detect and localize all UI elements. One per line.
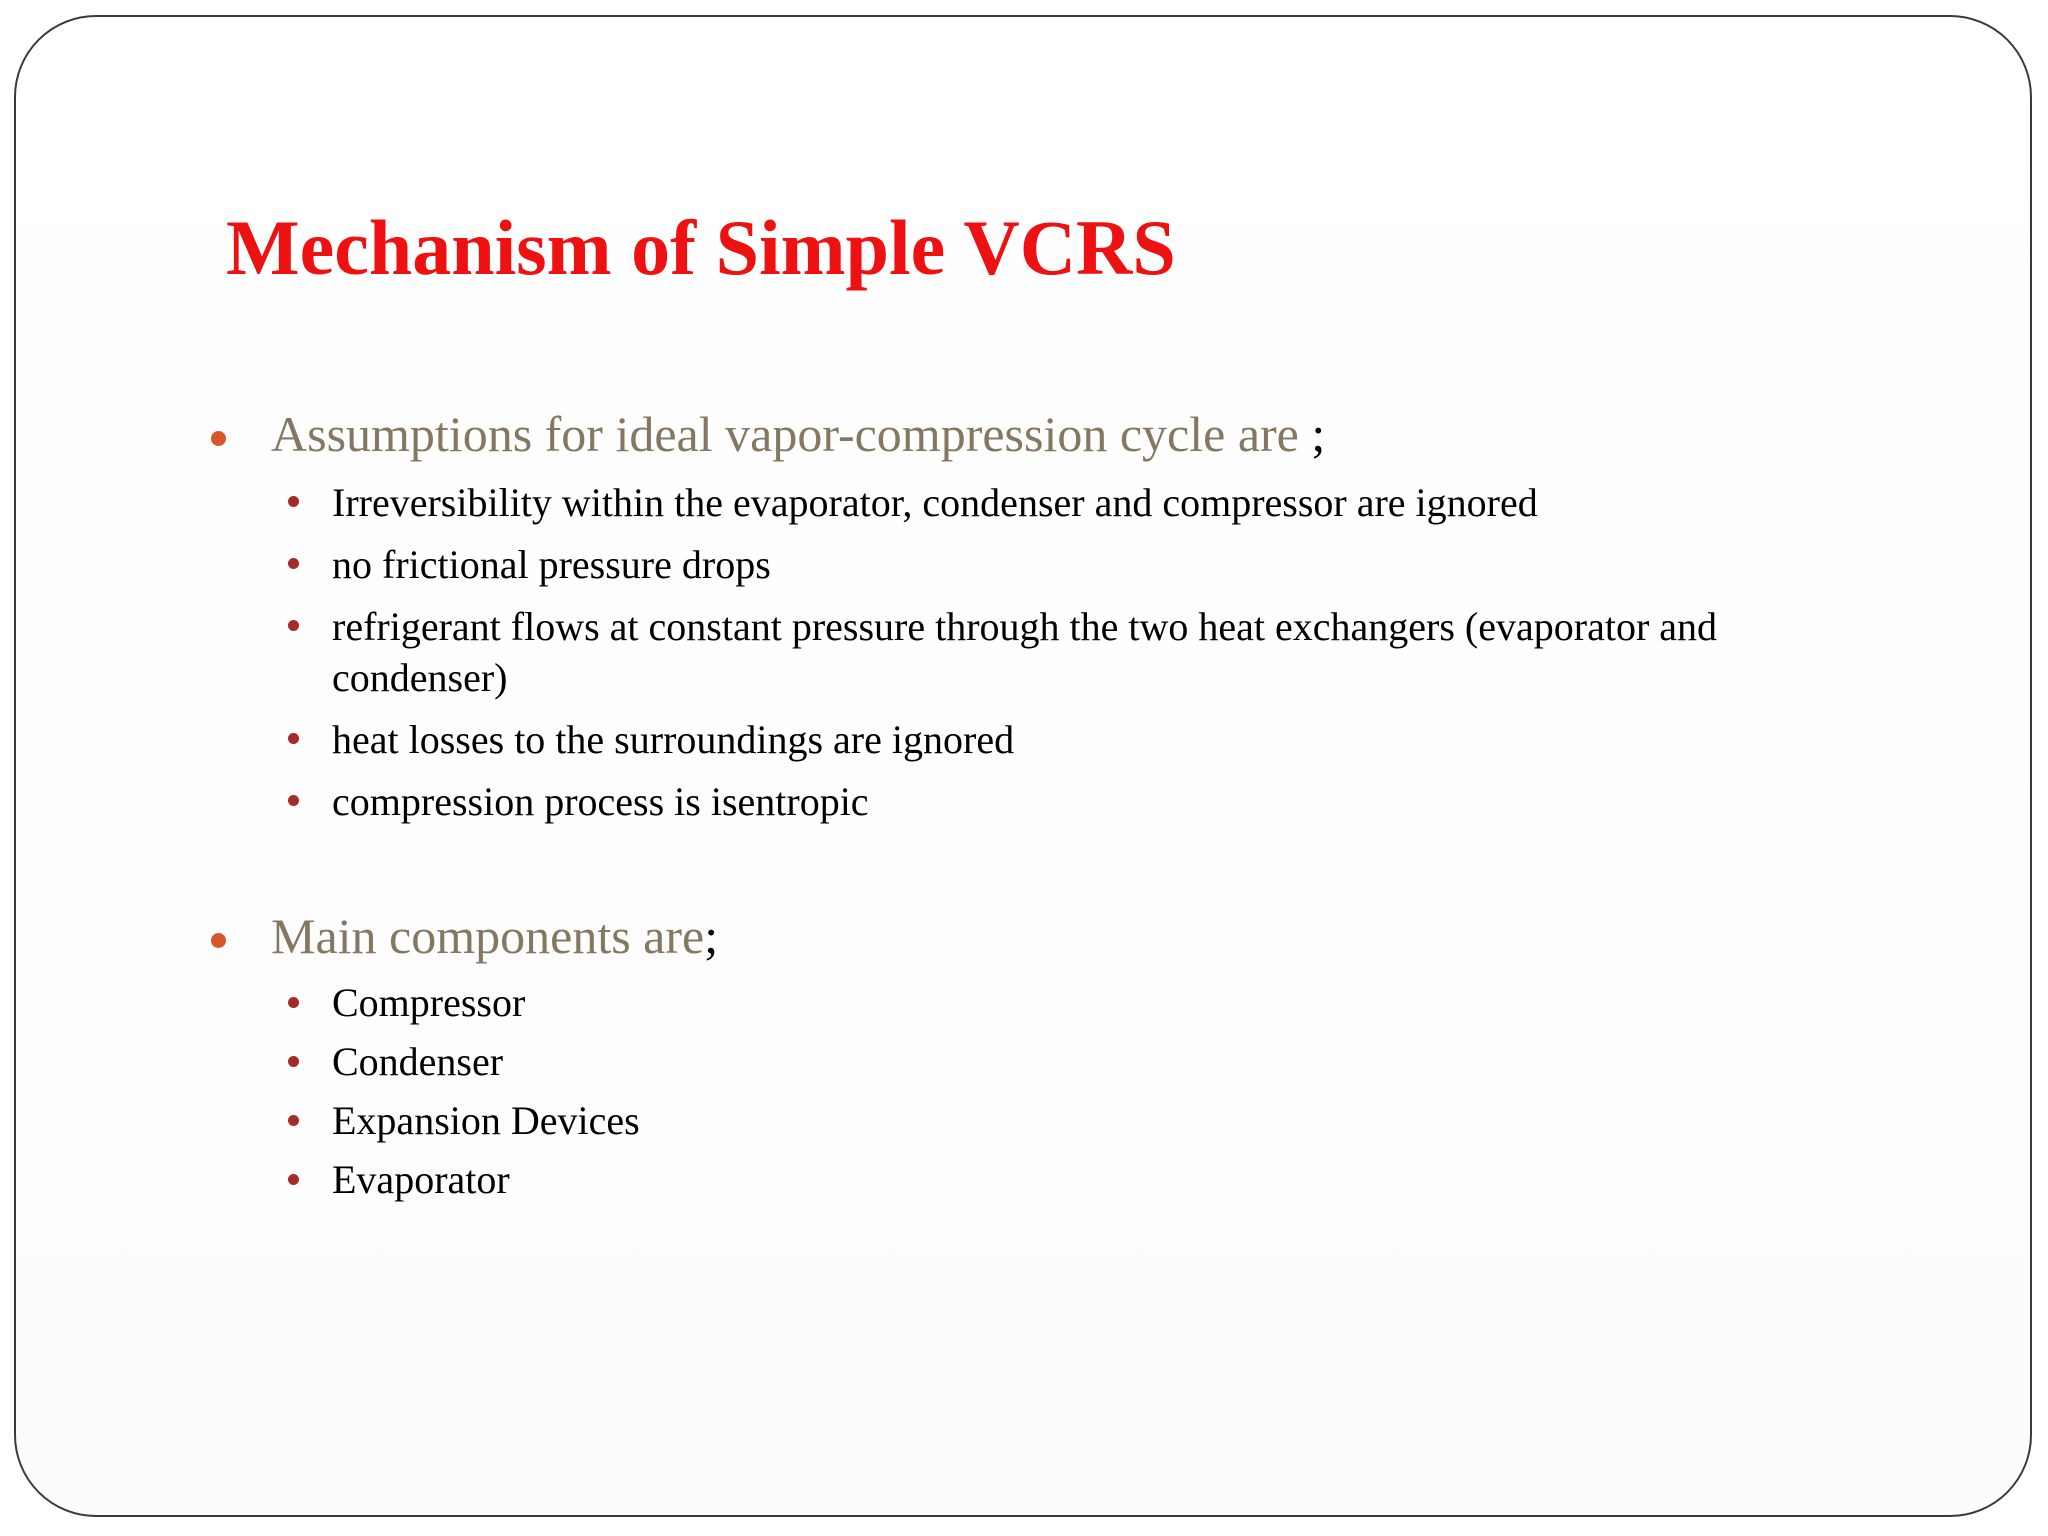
list-item: no frictional pressure drops xyxy=(332,539,1852,590)
components-heading-punctuation: ; xyxy=(704,908,719,964)
list-item: Compressor xyxy=(332,978,1852,1028)
list-item: refrigerant flows at constant pressure through the two heat exchangers (evaporator and condenser) xyxy=(332,601,1852,703)
slide-title: Mechanism of Simple VCRS xyxy=(226,204,1176,291)
list-item: Irreversibility within the evaporator, condenser and compressor are ignored xyxy=(332,477,1852,528)
components-heading-text: Main components are xyxy=(271,908,705,964)
components-list xyxy=(332,978,1852,1214)
assumptions-heading-text: Assumptions for ideal vapor-compression cycle are xyxy=(271,406,1299,462)
list-item: Condenser xyxy=(332,1037,1852,1087)
assumptions-list xyxy=(332,477,1852,838)
components-heading xyxy=(271,909,718,964)
list-item: compression process is isentropic xyxy=(332,776,1852,827)
list-item: heat losses to the surroundings are ignored xyxy=(332,714,1852,765)
list-item: Expansion Devices xyxy=(332,1096,1852,1146)
assumptions-heading xyxy=(271,407,1325,462)
list-item: Evaporator xyxy=(332,1155,1852,1205)
assumptions-heading-punctuation: ; xyxy=(1298,406,1326,462)
